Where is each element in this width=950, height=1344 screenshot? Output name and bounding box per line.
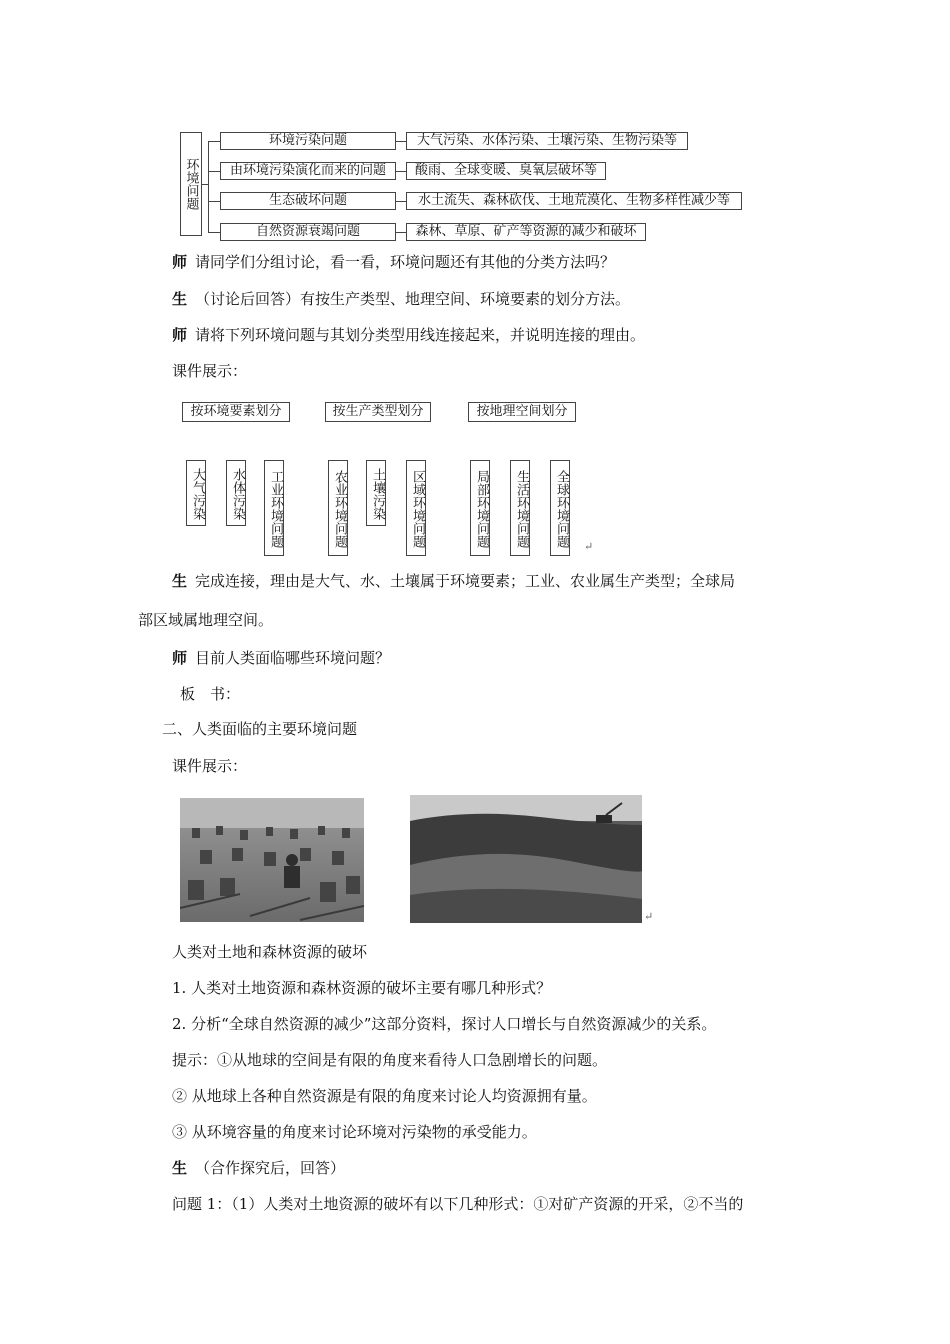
hint-3: ③ 从环境容量的角度来讨论环境对污染物的承受能力。 xyxy=(172,1123,537,1141)
connector-line xyxy=(396,141,406,142)
speaker-label: 师 xyxy=(172,253,188,271)
question-1: 1. 人类对土地资源和森林资源的破坏主要有哪几种形式？ xyxy=(172,979,552,997)
header-box: 按生产类型划分 xyxy=(325,402,431,422)
speaker-label: 生 xyxy=(172,572,188,590)
item-box: 土壤污染 xyxy=(366,460,386,526)
question-2: 2. 分析“全球自然资源的减少”这部分资料，探讨人口增长与自然资源减少的关系。 xyxy=(172,1015,717,1033)
category-box: 自然资源衰竭问题 xyxy=(220,223,396,241)
environment-problem-classification-diagram xyxy=(180,128,760,244)
item-box: 局部环境问题 xyxy=(470,460,490,556)
paragraph-student-answer: 生 （合作探究后，回答） xyxy=(172,1159,346,1177)
header-box: 按环境要素划分 xyxy=(182,402,290,422)
category-box: 环境污染问题 xyxy=(220,132,396,150)
section-heading: 二、人类面临的主要环境问题 xyxy=(162,720,358,738)
connector-line xyxy=(208,201,220,202)
paragraph-student-answer: 生 （讨论后回答）有按生产类型、地理空间、环境要素的划分方法。 xyxy=(172,290,631,308)
strip-mine-image xyxy=(410,795,642,923)
paragraph-continuation: 部区域属地理空间。 xyxy=(138,611,274,629)
connector-line xyxy=(208,171,220,172)
item-box: 大气污染 xyxy=(186,460,206,526)
connector-line xyxy=(208,141,209,233)
item-box: 全球环境问题 xyxy=(550,460,570,556)
item-box: 区域环境问题 xyxy=(406,460,426,556)
return-mark: ↵ xyxy=(644,910,654,923)
connector-line xyxy=(208,232,220,233)
item-box: 工业环境问题 xyxy=(264,460,284,556)
item-box: 水体污染 xyxy=(226,460,246,526)
connector-line xyxy=(396,232,406,233)
connector-line xyxy=(208,141,220,142)
board-label: 板 书： xyxy=(180,685,241,703)
example-box: 森林、草原、矿产等资源的减少和破坏 xyxy=(406,223,646,241)
example-box: 水土流失、森林砍伐、土地荒漠化、生物多样性减少等 xyxy=(406,192,742,210)
speaker-label: 师 xyxy=(172,326,188,344)
courseware-label: 课件展示： xyxy=(172,362,248,380)
deforestation-photo xyxy=(180,798,364,922)
paragraph-student-reason: 生 完成连接，理由是大气、水、土壤属于环境要素；工业、农业属生产类型；全球局 xyxy=(172,572,736,590)
speaker-label: 生 xyxy=(172,1159,188,1177)
connector-line xyxy=(202,184,208,185)
example-box: 酸雨、全球变暖、臭氧层破坏等 xyxy=(406,162,606,180)
connector-line xyxy=(396,201,406,202)
paragraph-teacher-instruction: 师 请将下列环境问题与其划分类型用线连接起来，并说明连接的理由。 xyxy=(172,326,646,344)
item-box: 生活环境问题 xyxy=(510,460,530,556)
hint-1: 提示：①从地球的空间是有限的角度来看待人口急剧增长的问题。 xyxy=(172,1051,608,1069)
mining-land-photo xyxy=(410,795,642,923)
speaker-label: 生 xyxy=(172,290,188,308)
photo-caption: 人类对土地和森林资源的破坏 xyxy=(172,943,368,961)
category-box: 由环境污染演化而来的问题 xyxy=(220,162,396,180)
paragraph-teacher-question: 师 请同学们分组讨论，看一看，环境问题还有其他的分类方法吗？ xyxy=(172,253,616,271)
paragraph-teacher-question: 师 目前人类面临哪些环境问题？ xyxy=(172,649,391,667)
hint-2: ② 从地球上各种自然资源是有限的角度来讨论人均资源拥有量。 xyxy=(172,1087,597,1105)
answer-1: 问题 1：（1）人类对土地资源的破坏有以下几种形式：①对矿产资源的开采，②不当的 xyxy=(172,1195,744,1213)
diagram-root-box: 环境问题 xyxy=(180,132,202,236)
return-mark: ↵ xyxy=(584,540,594,553)
header-box: 按地理空间划分 xyxy=(468,402,576,422)
category-box: 生态破坏问题 xyxy=(220,192,396,210)
example-box: 大气污染、水体污染、土壤污染、生物污染等 xyxy=(406,132,688,150)
speaker-label: 师 xyxy=(172,649,188,667)
courseware-label: 课件展示： xyxy=(172,757,248,775)
connector-line xyxy=(396,171,406,172)
item-box: 农业环境问题 xyxy=(328,460,348,556)
matching-exercise-diagram xyxy=(180,398,600,558)
tree-stumps-image xyxy=(180,798,364,922)
